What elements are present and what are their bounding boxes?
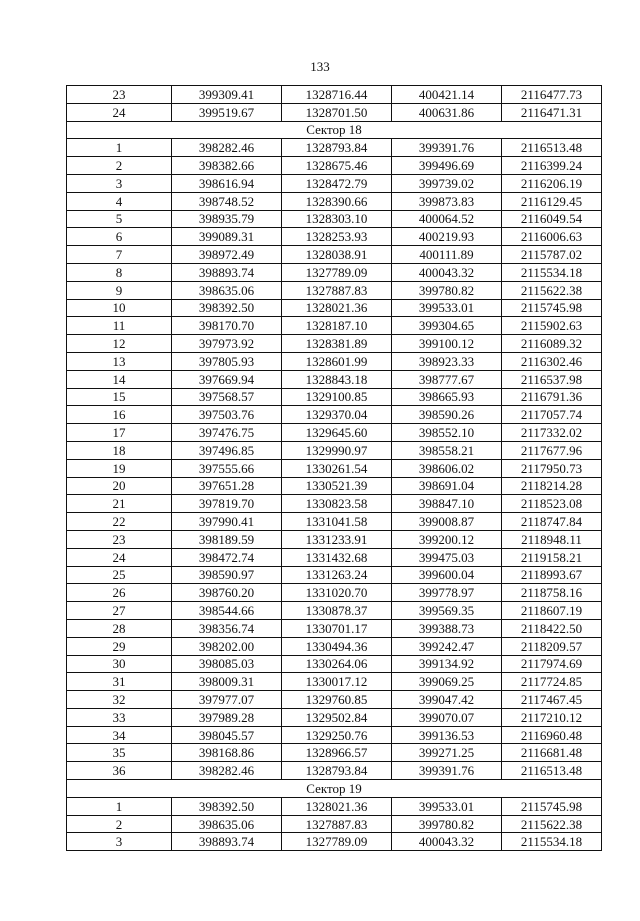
y2-cell: 2116089.32	[502, 335, 602, 353]
y2-cell: 2115745.98	[502, 797, 602, 815]
x1-cell: 398590.97	[172, 566, 282, 584]
y1-cell: 1329760.85	[282, 691, 392, 709]
x2-cell: 399069.25	[392, 673, 502, 691]
table-row	[67, 762, 602, 780]
table-row	[67, 103, 602, 121]
x1-cell: 398616.94	[172, 174, 282, 192]
point-number-cell: 35	[67, 744, 172, 762]
y2-cell: 2116960.48	[502, 726, 602, 744]
x2-cell: 399739.02	[392, 174, 502, 192]
y2-cell: 2117950.73	[502, 459, 602, 477]
x1-cell: 398356.74	[172, 619, 282, 637]
point-number-cell: 5	[67, 210, 172, 228]
y1-cell: 1328381.89	[282, 335, 392, 353]
x2-cell: 398552.10	[392, 424, 502, 442]
x1-cell: 398544.66	[172, 602, 282, 620]
point-number-cell: 6	[67, 228, 172, 246]
y1-cell: 1328021.36	[282, 299, 392, 317]
table-row	[67, 228, 602, 246]
x2-cell: 398923.33	[392, 352, 502, 370]
x2-cell: 400631.86	[392, 103, 502, 121]
x1-cell: 397819.70	[172, 495, 282, 513]
y1-cell: 1329990.97	[282, 441, 392, 459]
y1-cell: 1328793.84	[282, 139, 392, 157]
y1-cell: 1328187.10	[282, 317, 392, 335]
y1-cell: 1330823.58	[282, 495, 392, 513]
y1-cell: 1330264.06	[282, 655, 392, 673]
y1-cell: 1328601.99	[282, 352, 392, 370]
table-row	[67, 495, 602, 513]
y2-cell: 2115745.98	[502, 299, 602, 317]
sector-title: Сектор 18	[67, 121, 602, 139]
x1-cell: 397503.76	[172, 406, 282, 424]
x1-cell: 398392.50	[172, 299, 282, 317]
table-row	[67, 566, 602, 584]
x2-cell: 399200.12	[392, 530, 502, 548]
table-row	[67, 708, 602, 726]
table-row	[67, 833, 602, 851]
table-row	[67, 281, 602, 299]
point-number-cell: 10	[67, 299, 172, 317]
x1-cell: 397973.92	[172, 335, 282, 353]
table-row	[67, 335, 602, 353]
point-number-cell: 1	[67, 797, 172, 815]
table-row	[67, 477, 602, 495]
x1-cell: 398635.06	[172, 281, 282, 299]
y1-cell: 1331041.58	[282, 513, 392, 531]
table-row	[67, 513, 602, 531]
y1-cell: 1328716.44	[282, 86, 392, 104]
y2-cell: 2115902.63	[502, 317, 602, 335]
x2-cell: 399391.76	[392, 762, 502, 780]
x1-cell: 398282.46	[172, 139, 282, 157]
table-row	[67, 424, 602, 442]
y1-cell: 1330017.12	[282, 673, 392, 691]
point-number-cell: 13	[67, 352, 172, 370]
y1-cell: 1328390.66	[282, 192, 392, 210]
y2-cell: 2116477.73	[502, 86, 602, 104]
point-number-cell: 3	[67, 174, 172, 192]
y1-cell: 1327789.09	[282, 263, 392, 281]
table-row	[67, 459, 602, 477]
point-number-cell: 23	[67, 86, 172, 104]
y2-cell: 2117467.45	[502, 691, 602, 709]
y2-cell: 2116399.24	[502, 157, 602, 175]
table-row	[67, 726, 602, 744]
x1-cell: 398045.57	[172, 726, 282, 744]
y1-cell: 1331020.70	[282, 584, 392, 602]
x1-cell: 398935.79	[172, 210, 282, 228]
y1-cell: 1329370.04	[282, 406, 392, 424]
x2-cell: 399533.01	[392, 299, 502, 317]
y1-cell: 1330521.39	[282, 477, 392, 495]
x1-cell: 398085.03	[172, 655, 282, 673]
x1-cell: 397476.75	[172, 424, 282, 442]
y2-cell: 2115787.02	[502, 246, 602, 264]
y2-cell: 2116537.98	[502, 370, 602, 388]
table-body	[67, 86, 602, 851]
y2-cell: 2116513.48	[502, 762, 602, 780]
x2-cell: 398665.93	[392, 388, 502, 406]
table-row	[67, 691, 602, 709]
x2-cell: 398590.26	[392, 406, 502, 424]
x2-cell: 399778.97	[392, 584, 502, 602]
x2-cell: 399780.82	[392, 815, 502, 833]
table-row	[67, 86, 602, 104]
y1-cell: 1329250.76	[282, 726, 392, 744]
table-row	[67, 352, 602, 370]
point-number-cell: 22	[67, 513, 172, 531]
point-number-cell: 25	[67, 566, 172, 584]
point-number-cell: 20	[67, 477, 172, 495]
table-row	[67, 655, 602, 673]
y2-cell: 2118422.50	[502, 619, 602, 637]
y1-cell: 1328701.50	[282, 103, 392, 121]
y2-cell: 2116302.46	[502, 352, 602, 370]
y2-cell: 2116681.48	[502, 744, 602, 762]
x2-cell: 400043.32	[392, 263, 502, 281]
x2-cell: 398558.21	[392, 441, 502, 459]
point-number-cell: 23	[67, 530, 172, 548]
x2-cell: 400111.89	[392, 246, 502, 264]
y1-cell: 1330701.17	[282, 619, 392, 637]
y1-cell: 1328966.57	[282, 744, 392, 762]
point-number-cell: 19	[67, 459, 172, 477]
point-number-cell: 36	[67, 762, 172, 780]
y2-cell: 2115622.38	[502, 281, 602, 299]
x1-cell: 397555.66	[172, 459, 282, 477]
x1-cell: 398760.20	[172, 584, 282, 602]
y2-cell: 2118523.08	[502, 495, 602, 513]
x1-cell: 398202.00	[172, 637, 282, 655]
x2-cell: 399600.04	[392, 566, 502, 584]
x1-cell: 398382.66	[172, 157, 282, 175]
y1-cell: 1328793.84	[282, 762, 392, 780]
y2-cell: 2116791.36	[502, 388, 602, 406]
y2-cell: 2116471.31	[502, 103, 602, 121]
y2-cell: 2118948.11	[502, 530, 602, 548]
x2-cell: 398691.04	[392, 477, 502, 495]
point-number-cell: 11	[67, 317, 172, 335]
x1-cell: 398748.52	[172, 192, 282, 210]
x2-cell: 398847.10	[392, 495, 502, 513]
y2-cell: 2117332.02	[502, 424, 602, 442]
y1-cell: 1329502.84	[282, 708, 392, 726]
y2-cell: 2118209.57	[502, 637, 602, 655]
y2-cell: 2116129.45	[502, 192, 602, 210]
y1-cell: 1329645.60	[282, 424, 392, 442]
y2-cell: 2117974.69	[502, 655, 602, 673]
point-number-cell: 33	[67, 708, 172, 726]
table-row	[67, 548, 602, 566]
table-row	[67, 530, 602, 548]
x1-cell: 398009.31	[172, 673, 282, 691]
y2-cell: 2118607.19	[502, 602, 602, 620]
table-row	[67, 406, 602, 424]
x2-cell: 398777.67	[392, 370, 502, 388]
table-row	[67, 139, 602, 157]
x1-cell: 399519.67	[172, 103, 282, 121]
x1-cell: 398893.74	[172, 263, 282, 281]
point-number-cell: 2	[67, 157, 172, 175]
y1-cell: 1329100.85	[282, 388, 392, 406]
point-number-cell: 3	[67, 833, 172, 851]
y2-cell: 2116006.63	[502, 228, 602, 246]
y1-cell: 1328038.91	[282, 246, 392, 264]
y1-cell: 1331432.68	[282, 548, 392, 566]
y2-cell: 2117677.96	[502, 441, 602, 459]
x1-cell: 397669.94	[172, 370, 282, 388]
x1-cell: 397805.93	[172, 352, 282, 370]
point-number-cell: 17	[67, 424, 172, 442]
x2-cell: 399136.53	[392, 726, 502, 744]
x1-cell: 399309.41	[172, 86, 282, 104]
y2-cell: 2117724.85	[502, 673, 602, 691]
x2-cell: 399873.83	[392, 192, 502, 210]
x2-cell: 399475.03	[392, 548, 502, 566]
table-row	[67, 157, 602, 175]
table-row	[67, 441, 602, 459]
y2-cell: 2119158.21	[502, 548, 602, 566]
y1-cell: 1328675.46	[282, 157, 392, 175]
y1-cell: 1328021.36	[282, 797, 392, 815]
x2-cell: 400421.14	[392, 86, 502, 104]
y2-cell: 2118758.16	[502, 584, 602, 602]
x1-cell: 399089.31	[172, 228, 282, 246]
table-row	[67, 602, 602, 620]
x1-cell: 397989.28	[172, 708, 282, 726]
y1-cell: 1328843.18	[282, 370, 392, 388]
y1-cell: 1328303.10	[282, 210, 392, 228]
x2-cell: 399496.69	[392, 157, 502, 175]
x2-cell: 399047.42	[392, 691, 502, 709]
y2-cell: 2115534.18	[502, 263, 602, 281]
x1-cell: 398282.46	[172, 762, 282, 780]
table-row	[67, 246, 602, 264]
y2-cell: 2116049.54	[502, 210, 602, 228]
y1-cell: 1327887.83	[282, 815, 392, 833]
y1-cell: 1328253.93	[282, 228, 392, 246]
point-number-cell: 21	[67, 495, 172, 513]
y2-cell: 2115622.38	[502, 815, 602, 833]
point-number-cell: 7	[67, 246, 172, 264]
x1-cell: 397977.07	[172, 691, 282, 709]
coordinates-table	[66, 85, 602, 851]
y2-cell: 2116513.48	[502, 139, 602, 157]
x2-cell: 399008.87	[392, 513, 502, 531]
point-number-cell: 30	[67, 655, 172, 673]
x2-cell: 398606.02	[392, 459, 502, 477]
y1-cell: 1331233.91	[282, 530, 392, 548]
y2-cell: 2118993.67	[502, 566, 602, 584]
y1-cell: 1330494.36	[282, 637, 392, 655]
x2-cell: 399533.01	[392, 797, 502, 815]
point-number-cell: 26	[67, 584, 172, 602]
y1-cell: 1327887.83	[282, 281, 392, 299]
y2-cell: 2116206.19	[502, 174, 602, 192]
point-number-cell: 18	[67, 441, 172, 459]
point-number-cell: 24	[67, 548, 172, 566]
x2-cell: 399569.35	[392, 602, 502, 620]
x2-cell: 400064.52	[392, 210, 502, 228]
sector-header-row	[67, 780, 602, 798]
sector-title: Сектор 19	[67, 780, 602, 798]
y1-cell: 1327789.09	[282, 833, 392, 851]
x2-cell: 399304.65	[392, 317, 502, 335]
y1-cell: 1330878.37	[282, 602, 392, 620]
x1-cell: 397990.41	[172, 513, 282, 531]
x2-cell: 399242.47	[392, 637, 502, 655]
table-row	[67, 192, 602, 210]
point-number-cell: 32	[67, 691, 172, 709]
table-row	[67, 370, 602, 388]
table-row	[67, 673, 602, 691]
point-number-cell: 12	[67, 335, 172, 353]
x1-cell: 398972.49	[172, 246, 282, 264]
x2-cell: 400043.32	[392, 833, 502, 851]
table-row	[67, 584, 602, 602]
table-row	[67, 210, 602, 228]
x1-cell: 397568.57	[172, 388, 282, 406]
table-row	[67, 744, 602, 762]
y2-cell: 2118214.28	[502, 477, 602, 495]
point-number-cell: 9	[67, 281, 172, 299]
x1-cell: 397496.85	[172, 441, 282, 459]
x1-cell: 398189.59	[172, 530, 282, 548]
table-row	[67, 637, 602, 655]
x1-cell: 398893.74	[172, 833, 282, 851]
y1-cell: 1328472.79	[282, 174, 392, 192]
point-number-cell: 1	[67, 139, 172, 157]
x2-cell: 399780.82	[392, 281, 502, 299]
table-row	[67, 317, 602, 335]
y2-cell: 2117057.74	[502, 406, 602, 424]
y1-cell: 1330261.54	[282, 459, 392, 477]
y2-cell: 2117210.12	[502, 708, 602, 726]
point-number-cell: 4	[67, 192, 172, 210]
point-number-cell: 24	[67, 103, 172, 121]
x2-cell: 400219.93	[392, 228, 502, 246]
x2-cell: 399070.07	[392, 708, 502, 726]
point-number-cell: 16	[67, 406, 172, 424]
x2-cell: 399100.12	[392, 335, 502, 353]
table-row	[67, 815, 602, 833]
y2-cell: 2115534.18	[502, 833, 602, 851]
x2-cell: 399388.73	[392, 619, 502, 637]
point-number-cell: 27	[67, 602, 172, 620]
x1-cell: 398635.06	[172, 815, 282, 833]
x2-cell: 399391.76	[392, 139, 502, 157]
table-row	[67, 619, 602, 637]
table-row	[67, 797, 602, 815]
y1-cell: 1331263.24	[282, 566, 392, 584]
table-row	[67, 263, 602, 281]
point-number-cell: 31	[67, 673, 172, 691]
x1-cell: 398168.86	[172, 744, 282, 762]
x1-cell: 398392.50	[172, 797, 282, 815]
y2-cell: 2118747.84	[502, 513, 602, 531]
table-row	[67, 299, 602, 317]
sector-header-row	[67, 121, 602, 139]
point-number-cell: 29	[67, 637, 172, 655]
point-number-cell: 14	[67, 370, 172, 388]
point-number-cell: 28	[67, 619, 172, 637]
point-number-cell: 15	[67, 388, 172, 406]
x1-cell: 398170.70	[172, 317, 282, 335]
table-row	[67, 174, 602, 192]
x2-cell: 399134.92	[392, 655, 502, 673]
point-number-cell: 8	[67, 263, 172, 281]
page-number: 133	[310, 59, 330, 74]
point-number-cell: 2	[67, 815, 172, 833]
point-number-cell: 34	[67, 726, 172, 744]
x1-cell: 397651.28	[172, 477, 282, 495]
table-row	[67, 388, 602, 406]
x2-cell: 399271.25	[392, 744, 502, 762]
x1-cell: 398472.74	[172, 548, 282, 566]
